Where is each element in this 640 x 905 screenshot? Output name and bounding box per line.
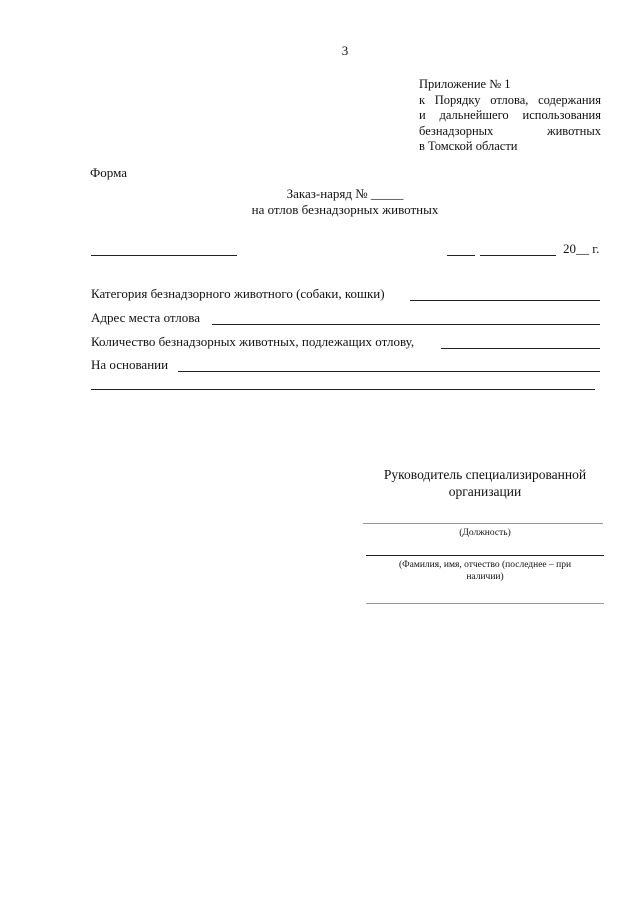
field-extra-line: [91, 389, 595, 390]
appendix-line-5: в Томской области: [419, 139, 518, 153]
place-blank-line: [91, 255, 237, 256]
field-address-line: [212, 324, 600, 325]
field-basis-line: [178, 371, 600, 372]
signature-line: [366, 603, 604, 604]
field-count-line: [441, 348, 600, 349]
appendix-line-2: к Порядку отлова, содержания: [419, 92, 601, 107]
appendix-line-4: безнадзорных животных: [419, 123, 601, 138]
field-count-label: Количество безнадзорных животных, подлежащих отлову,: [91, 334, 415, 349]
name-caption: (Фамилия, имя, отчество (последнее – при наличии): [398, 560, 572, 582]
form-label: Форма: [90, 165, 127, 180]
appendix-line-3: и дальнейшего использования: [419, 108, 601, 122]
field-category-line: [410, 300, 600, 301]
date-year: 20__ г.: [563, 241, 600, 256]
title-line-1: Заказ-наряд № _____: [286, 186, 404, 201]
position-line: [363, 523, 603, 524]
title-line-2: на отлов безнадзорных животных: [251, 202, 439, 217]
date-month-blank-line: [480, 255, 556, 256]
page-number: 3: [341, 43, 349, 58]
field-address-label: Адрес места отлова: [91, 310, 200, 325]
field-category-label: Категория безнадзорного животного (собаки, кошки): [91, 286, 385, 301]
appendix-line-1: Приложение № 1: [419, 77, 511, 91]
signature-title: Руководитель специализированной организации: [383, 467, 587, 499]
name-line: [366, 555, 604, 556]
appendix-block: [419, 77, 601, 155]
position-caption: (Должность): [459, 528, 511, 538]
document-title: [0, 186, 640, 218]
date-day-blank-line: [447, 255, 475, 256]
field-basis-label: На основании: [91, 357, 169, 372]
